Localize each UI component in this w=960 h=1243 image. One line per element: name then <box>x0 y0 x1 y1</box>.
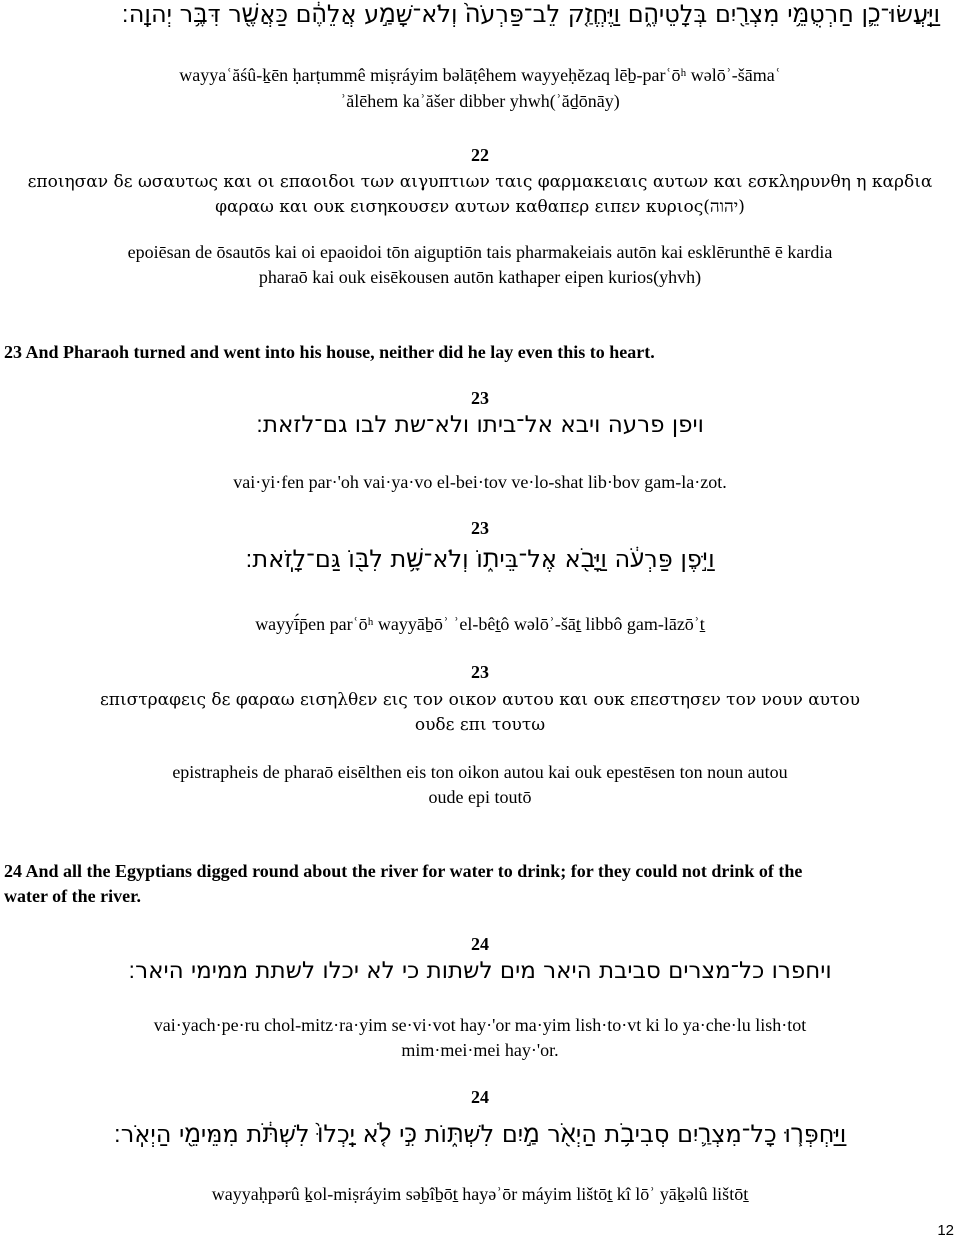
v22-transliteration-line2: ʾălēhem kaʾăšer dibber yhwh(ʾăḏōnāy) <box>340 91 620 111</box>
v24-number-1: 24 <box>471 934 489 954</box>
v23-greek-line1: επιστραφεις δε φαραω εισηλθεν εις τον οικον αυτου και ουκ επεστησεν τον νουν αυτου <box>100 690 860 710</box>
v24-english-line1: 24 And all the Egyptians digged round about the river for water to drink; for they could not drink of the <box>4 861 803 881</box>
page-number: 12 <box>937 1222 954 1239</box>
v23-transliteration: wayyī́p̄en parʿōʰ wayyāḇōʾ ʾel-bêṯô wəlōʾ-šāṯ libbô gam-lāzōʾṯ <box>255 614 705 634</box>
v23-hebrew-pointed: וַיִּ֣פֶן פַּרְעֹ֔ה וַיָּבֹ֖א אֶל־בֵּית֑וֹ וְלֹא־שָׁ֥ת לִבּ֖וֹ גַּם־לָזֹֽאת׃ <box>245 545 715 573</box>
v23-number-1: 23 <box>471 388 489 408</box>
v22-greek-line2: φαραω και ουκ εισηκουσεν αυτων καθαπερ ειπεν κυριος(יהוה) <box>215 197 745 217</box>
v24-transliteration: wayyaḥpərû ḵol-miṣráyim səḇîḇōṯ hayəʾōr máyim lištōṯ kî lōʾ yāḵəlû lištōṯ <box>211 1184 749 1204</box>
v22-greek-translit-line1: epoiēsan de ōsautōs kai oi epaoidoi tōn aiguptiōn tais pharmakeiais autōn kai esklērunthē ē kardia <box>127 242 833 262</box>
v22-transliteration-line1: wayyaʿăśû-ḵēn ḥarṭummê miṣráyim bəlāṭêhem wayyeḥĕzaq lēḇ-parʿōʰ wəlōʾ-šāmaʿ <box>179 65 781 85</box>
v24-hebrew-pointed: וַיַּחְפְּר֧וּ כָל־מִצְרַ֛יִם סְבִיבֹ֥ת הַיְאֹ֖ר מַ֣יִם לִשְׁתּ֑וֹת כִּ֣י לֹ֤א יָֽכְלוּ֙ לִשְׁתֹּ֔ת מִמֵּימֵ֖י הַיְאֹֽר׃ <box>113 1120 847 1148</box>
v24-number-2: 24 <box>471 1087 489 1107</box>
v24-english-line2: water of the river. <box>4 886 141 906</box>
v23-greek-translit-line2: oude epi toutō <box>428 787 532 807</box>
v24-hebrew-plain: ויחפרו כל־מצרים סביבת היאר מים לשתות כי לא יכלו לשתת ממימי היאר׃ <box>128 958 832 984</box>
v23-pronunciation: vai·yi·fen par·'oh vai·ya·vo el-bei·tov ve·lo-shat lib·bov gam-la·zot. <box>233 472 727 492</box>
v22-hebrew-pointed: וַיַּֽעֲשׂוּ־כֵ֛ן חַרְטֻמֵּ֥י מִצְרַ֖יִם בְּלָטֵיהֶ֑ם וַיֶּחֱזַ֤ק לֵב־פַּרְעֹה֙ וְלֹא־שָׁמַ֣ע אֲלֵהֶ֔ם כַּאֲשֶׁ֖ר דִּבֶּ֥ר יְהוָֽה׃ <box>121 0 940 28</box>
v24-pronunciation-line2: mim·mei·mei hay·'or. <box>401 1040 559 1060</box>
v24-pronunciation-line1: vai·yach·pe·ru chol-mitz·ra·yim se·vi·vot hay·'or ma·yim lish·to·vt ki lo ya·che·lu lish·tot <box>153 1015 807 1035</box>
v23-number-3: 23 <box>471 662 489 682</box>
v22-greek-number: 22 <box>471 145 489 165</box>
v23-number-2: 23 <box>471 518 489 538</box>
v22-greek-line1: εποιησαν δε ωσαυτως και οι επαοιδοι των αιγυπτιων ταις φαρμακειαις αυτων και εσκληρυνθη η καρδια <box>27 172 933 192</box>
v23-greek-translit-line1: epistrapheis de pharaō eisēlthen eis ton oikon autou kai ouk epestēsen ton noun autou <box>172 762 788 782</box>
v23-hebrew-plain: ויפן פרעה ויבא אל־ביתו ולא־שת לבו גם־לזאת׃ <box>256 412 704 438</box>
v23-greek-line2: ουδε επι τουτω <box>414 715 546 735</box>
v22-greek-translit-line2: pharaō kai ouk eisēkousen autōn kathaper eipen kurios(yhvh) <box>258 267 702 287</box>
v23-english: 23 And Pharaoh turned and went into his house, neither did he lay even this to heart. <box>4 342 655 362</box>
